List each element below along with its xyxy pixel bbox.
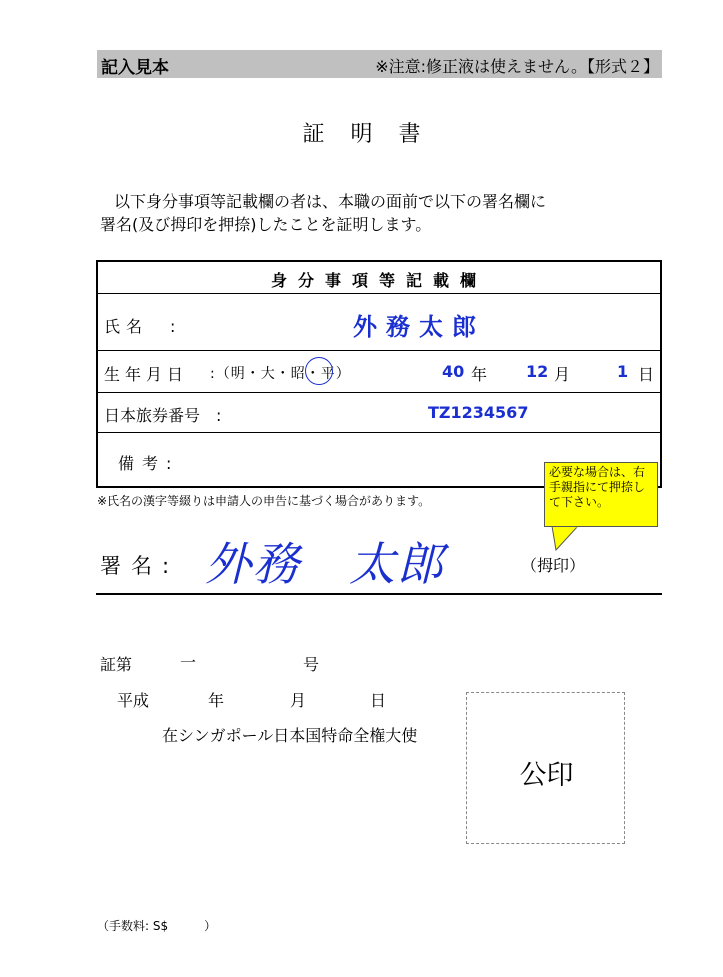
table-heading: 身分事項等記載欄 — [270, 271, 487, 290]
era-options: :（明・大・昭・平） — [210, 366, 351, 382]
name-row — [98, 294, 660, 351]
birthdate-label: 生年月日 — [104, 365, 189, 384]
intro-line-2: 署名(及び拇印を押捺)したことを証明します。 — [100, 215, 432, 234]
day-unit: 日 — [638, 365, 655, 384]
identity-table — [96, 260, 662, 488]
birth-month-value: 12 — [526, 362, 549, 381]
birth-day-value: 1 — [617, 362, 629, 381]
thumbprint-callout: 必要な場合は、右手親指にて押捺して下さい。 — [544, 462, 658, 527]
document-title: 証明書 — [302, 122, 447, 147]
certificate-number-unit: 号 — [303, 655, 320, 674]
header-note: ※注意:修正液は使えません。【形式２】 — [375, 57, 659, 76]
issue-date-day: 日 — [370, 691, 387, 710]
callout-pointer — [548, 526, 588, 552]
official-seal-box — [466, 692, 625, 844]
passport-row — [98, 393, 660, 433]
table-header-row — [98, 262, 660, 294]
name-value: 外務太郎 — [353, 313, 485, 341]
selected-era-circle — [305, 357, 333, 385]
passport-value: TZ1234567 — [428, 403, 529, 422]
issuer-title: 在シンガポール日本国特命全権大使 — [162, 726, 418, 745]
birthdate-row — [98, 351, 660, 393]
thumbprint-label: （拇印） — [521, 556, 586, 575]
signature-value: 外務 太郎 — [205, 537, 445, 591]
fee-note: （手数料: S$ ） — [97, 919, 217, 933]
official-seal-text: 公印 — [519, 760, 574, 791]
issue-date-era: 平成 — [117, 691, 150, 710]
issue-date-month: 月 — [290, 691, 307, 710]
intro-text — [100, 190, 670, 236]
signature-label: 署名: — [100, 554, 180, 578]
year-unit: 年 — [471, 365, 488, 384]
birth-year-value: 40 — [442, 362, 465, 381]
intro-line-1: 以下身分事項等記載欄の者は、本職の面前で以下の署名欄に — [114, 192, 547, 211]
signature-line — [96, 593, 662, 595]
month-unit: 月 — [554, 365, 571, 384]
certificate-number-label: 証第 — [100, 655, 133, 674]
remarks-label: 備考: — [118, 454, 180, 473]
issue-date-year: 年 — [208, 691, 225, 710]
sample-label: 記入見本 — [101, 58, 169, 78]
certificate-number-dash: 一 — [180, 653, 197, 672]
name-spelling-footnote: ※氏名の漢字等綴りは申請人の申告に基づく場合があります。 — [97, 494, 431, 508]
passport-label: 日本旅券番号 : — [104, 406, 222, 425]
name-label: 氏名 : — [104, 317, 182, 336]
